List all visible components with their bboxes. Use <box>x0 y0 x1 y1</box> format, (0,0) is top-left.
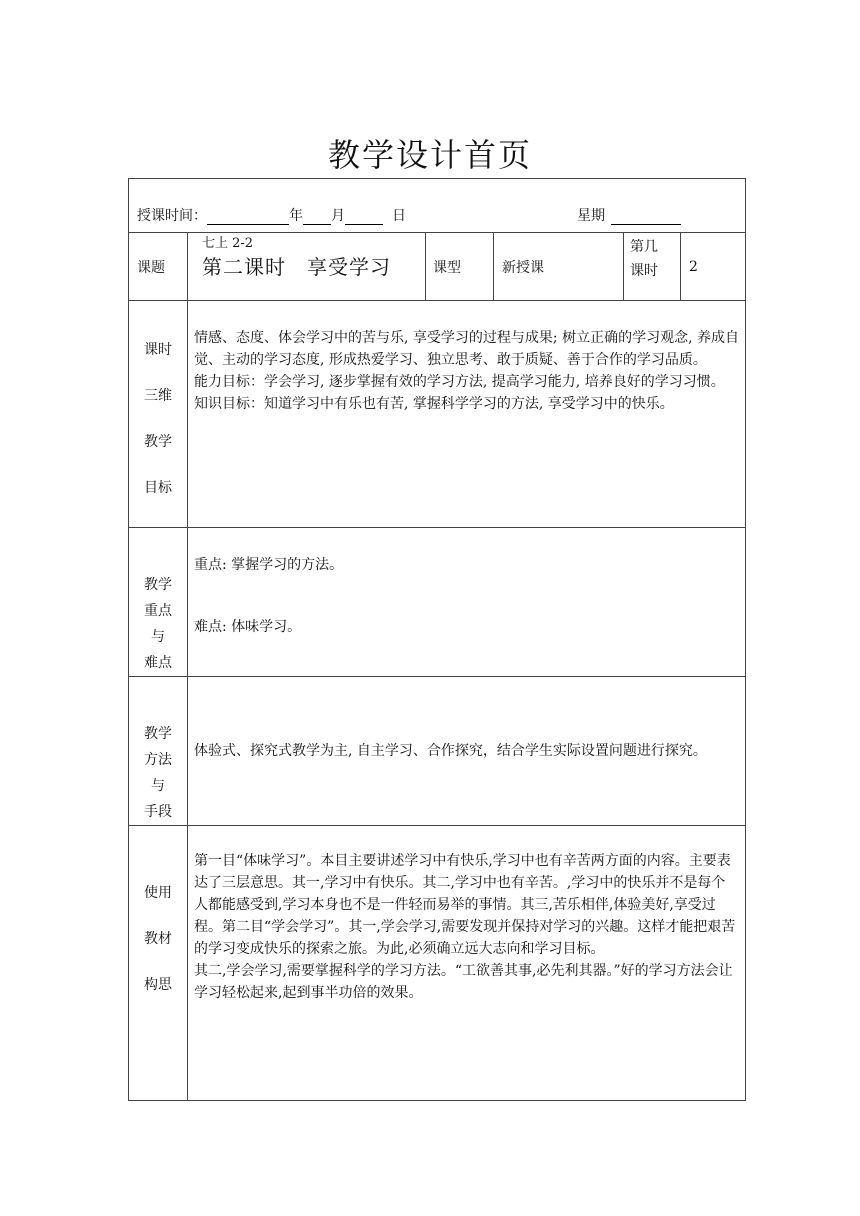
topic-row <box>129 233 746 301</box>
goals-label-4: 目标 <box>144 480 172 496</box>
method-content: 体验式、探究式教学为主, 自主学习、合作探究，结合学生实际设置问题进行探究。 <box>188 677 746 826</box>
goals-label-2: 三维 <box>144 388 172 404</box>
method-label-1: 教学 <box>144 726 172 742</box>
weekday-line <box>577 205 681 225</box>
course-title: 第二课时 享受学习 <box>202 255 391 279</box>
day-label: 日 <box>392 208 406 224</box>
date-blank-day[interactable] <box>345 210 383 225</box>
material-paragraph-2: 其二,学会学习,需要掌握科学的学习方法。“工欲善其事,必先利其器。”好的学习方法会让学习轻松起来,起到事半功倍的效果。 <box>194 963 733 1001</box>
goals-content <box>188 301 746 528</box>
header-row <box>129 179 746 233</box>
goals-ability: 能力目标：学会学习, 逐步掌握有效的学习方法, 提高学习能力, 培养良好的学习习惯。 <box>194 374 725 390</box>
key-point: 重点: 掌握学习的方法。 <box>194 557 344 573</box>
goals-label-3: 教学 <box>144 434 172 450</box>
goals-affective: 情感、态度、体会学习中的苦与乐, 享受学习的过程与成果; 树立正确的学习观念, 养成自觉、主动的学习态度, 形成热爱学习、独立思考、敢于质疑、善于合作的学习品质。 <box>194 330 739 368</box>
weekday-label: 星期 <box>577 208 605 224</box>
material-paragraph-1: 第一目“体味学习”。本目主要讲述学习中有快乐,学习中也有辛苦两方面的内容。主要表达了三层意思。其一,学习中有快乐。其二,学习中也有辛苦。,学习中的快乐并不是每个人都能感受到,学习本身也不是一件轻而易举的事情。其三,苦乐相伴,体验美好,享受过程。第二目“学会学习”。其一,学会学习,需要发现并保持对学习的兴趣。这样才能把艰苦的学习变成快乐的探索之旅。为此,必须确立远大志向和学习目标。 <box>194 853 736 957</box>
goals-row <box>129 301 746 528</box>
page-title: 教学设计首页 <box>327 136 532 174</box>
method-label-2: 方法 <box>144 752 172 768</box>
teaching-time-line <box>137 205 406 225</box>
method-label-3: 与 <box>151 778 165 794</box>
key-label-4: 难点 <box>144 655 172 671</box>
month-label: 月 <box>331 208 345 224</box>
material-label-3: 构思 <box>144 977 172 993</box>
goals-knowledge: 知识目标：知道学习中有乐也有苦, 掌握科学学习的方法, 享受学习中的快乐。 <box>194 396 674 412</box>
key-content <box>188 528 746 677</box>
material-label-2: 教材 <box>144 931 172 947</box>
date-blank-month[interactable] <box>303 210 331 225</box>
goals-label-1: 课时 <box>144 342 172 358</box>
difficult-point: 难点: 体味学习。 <box>194 619 302 635</box>
type-label: 课型 <box>426 233 494 301</box>
material-content <box>188 826 746 1101</box>
material-label-1: 使用 <box>144 885 172 901</box>
material-row <box>129 826 746 1101</box>
material-label-cell <box>129 826 188 1101</box>
year-label: 年 <box>289 208 303 224</box>
method-label-cell <box>129 677 188 826</box>
method-label-4: 手段 <box>144 804 172 820</box>
topic-cell <box>188 233 426 301</box>
key-label-2: 重点 <box>144 603 172 619</box>
period-label-line-2: 课时 <box>630 263 658 279</box>
key-points-row <box>129 528 746 677</box>
teaching-time-label: 授课时间： <box>137 208 207 224</box>
period-label-cell <box>624 233 681 301</box>
period-label-line-1: 第几 <box>630 239 658 255</box>
date-blank-year[interactable] <box>207 210 289 225</box>
lesson-plan-table <box>128 178 746 1101</box>
key-label-cell <box>129 528 188 677</box>
type-value: 新授课 <box>494 233 624 301</box>
schedule-cell <box>129 179 746 233</box>
key-label-3: 与 <box>151 629 165 645</box>
key-label-1: 教学 <box>144 577 172 593</box>
goals-label-cell <box>129 301 188 528</box>
course-code: 七上 2-2 <box>202 236 254 251</box>
topic-label: 课题 <box>129 233 188 301</box>
period-value: 2 <box>681 233 746 301</box>
method-row <box>129 677 746 826</box>
weekday-blank[interactable] <box>611 210 681 225</box>
